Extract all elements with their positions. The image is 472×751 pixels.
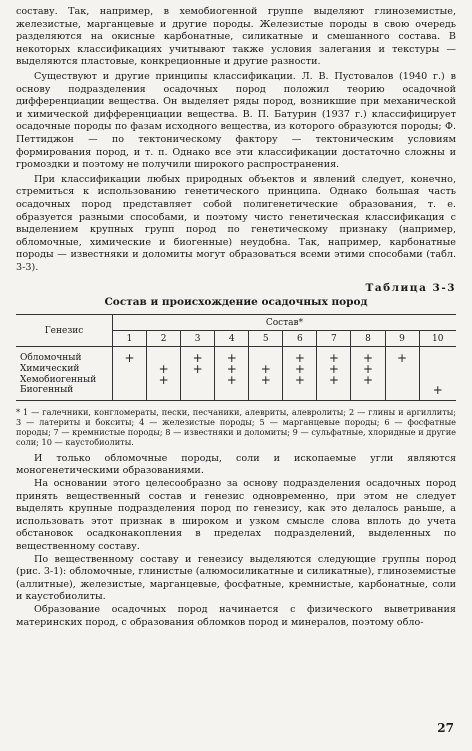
- mark-cell: [113, 347, 147, 400]
- paragraph-4: И только обломочные породы, соли и ископаемые угли являются моногенетическими образованиями.: [16, 452, 456, 477]
- plus-mark: +: [362, 372, 373, 387]
- paragraph-3: При классификации любых природных объектов и явлений следует, конечно, стремиться к использованию генетического принципа. Однако большая часть осадочных пород представляет собой полигенетические образования, т. е. образуется разными способами, и поэтому чисто генетическая классификация с выделением крупных групп пород по генетическому признаку (например, обломочные, химические и биогенные) неудобна. Так, например, карбонатные породы — известняки и доломиты могут образоваться всеми этими способами (табл. 3-3).: [16, 173, 456, 273]
- plus-mark: [215, 385, 248, 396]
- plus-mark: [113, 385, 146, 396]
- mark-cell: [249, 347, 283, 400]
- plus-mark: +: [328, 372, 339, 387]
- genesis-header: Генезис: [16, 315, 113, 347]
- genesis-item: Химический: [20, 364, 80, 375]
- composition-header: Состав*: [113, 315, 457, 331]
- plus-mark: +: [192, 362, 203, 377]
- plus-mark: +: [192, 351, 203, 366]
- mark-cell: [419, 347, 456, 400]
- column-number: 7: [317, 331, 351, 347]
- plus-mark: [147, 385, 180, 396]
- column-number: 10: [419, 331, 456, 347]
- plus-mark: [113, 364, 146, 375]
- plus-mark: +: [260, 362, 271, 377]
- column-number: 6: [283, 331, 317, 347]
- plus-mark: +: [294, 362, 305, 377]
- plus-mark: +: [158, 362, 169, 377]
- plus-mark: [420, 364, 456, 375]
- plus-mark: [283, 385, 316, 396]
- plus-mark: +: [328, 362, 339, 377]
- plus-mark: +: [294, 351, 305, 366]
- paragraph-5: На основании этого целесообразно за основу подразделения осадочных пород принять вещественный состав и генезис одновременно, при этом не следует выделять крупные подразделения пород по генезису, как это делалось раньше, а использовать этот признак в широком и узком смысле слова вплоть до учета обстановок осадконакопления в пределах подразделений, выделенных по вещественному составу.: [16, 478, 456, 552]
- column-number: 1: [113, 331, 147, 347]
- mark-cell: [317, 347, 351, 400]
- paragraph-6: По вещественному составу и генезису выделяются следующие группы пород (рис. 3-1): обломочные, глинистые (алюмосиликатные и силикатные), глиноземистые (аллитные), железистые, марганцевые, фосфатные, кремнистые, карбонатные, соли и каустобиолиты.: [16, 553, 456, 603]
- table-footnote: * 1 — галечники, конгломераты, пески, песчаники, алевриты, алевролиты; 2 — глины и аргиллиты; 3 — латериты и бокситы; 4 — железистые породы; 5 — марганцевые породы; 6 — фосфатные породы; 7 — кремнистые породы; 8 — известняки и доломиты; 9 — сульфатные, хлоридные и другие соли; 10 — каустобиолиты.: [16, 406, 456, 447]
- plus-mark: [181, 375, 214, 386]
- plus-mark: +: [226, 372, 237, 387]
- plus-mark: [386, 364, 419, 375]
- column-number: 3: [181, 331, 215, 347]
- plus-mark: +: [362, 351, 373, 366]
- plus-mark: +: [362, 362, 373, 377]
- paragraph-7: Образование осадочных пород начинается с физического выветривания материнских пород, с образования обломков пород и минералов, поэтому обло-: [16, 603, 456, 628]
- page-content: [16, 6, 456, 629]
- page-number: 27: [437, 721, 454, 735]
- plus-mark: +: [397, 351, 408, 366]
- plus-mark: +: [226, 351, 237, 366]
- mark-cell: [351, 347, 385, 400]
- plus-mark: +: [432, 383, 443, 398]
- table-label: Таблица 3-3: [365, 282, 456, 295]
- plus-mark: [420, 353, 456, 364]
- plus-mark: [351, 385, 384, 396]
- plus-mark: +: [260, 372, 271, 387]
- plus-mark: +: [158, 372, 169, 387]
- genesis-item: Обломочный: [20, 353, 82, 364]
- genesis-list: [16, 347, 113, 400]
- composition-genesis-table: [16, 314, 456, 400]
- plus-mark: [317, 385, 350, 396]
- table-caption: Состав и происхождение осадочных пород: [104, 296, 368, 309]
- column-number: 9: [385, 331, 419, 347]
- plus-mark: +: [124, 351, 135, 366]
- mark-cell: [147, 347, 181, 400]
- plus-mark: +: [226, 362, 237, 377]
- mark-cell: [215, 347, 249, 400]
- mark-cell: [283, 347, 317, 400]
- plus-mark: +: [328, 351, 339, 366]
- plus-mark: [181, 385, 214, 396]
- mark-cell: [181, 347, 215, 400]
- paragraph-2: Существуют и другие принципы классификации. Л. В. Пустовалов (1940 г.) в основу подразделения осадочных пород положил теорию осадочной дифференциации вещества. Он выделяет ряды пород, возникшие при механической и химической дифференциации вещества. В. П. Батурин (1937 г.) классифицирует осадочные породы по фазам исходного вещества, из которого образуются породы; Ф. Петтиджон — по тектоническому фактору — тектоническим условиям формирования пород, и т. п. Однако все эти классификации достаточно сложны и громоздки и поэтому не получили широкого распространения.: [16, 70, 456, 171]
- paragraph-1: составу. Так, например, в хемобиогенной группе выделяют глиноземистые, железистые, марганцевые и другие породы. Железистые породы в свою очередь разделяются на окисные карбонатные, силикатные и смешанного состава. В некоторых классификациях учитывают также условия залегания и текстуры — выделяются пластовые, конкреционные и другие разности.: [16, 6, 456, 68]
- plus-mark: [386, 375, 419, 386]
- column-number: 5: [249, 331, 283, 347]
- plus-mark: [386, 385, 419, 396]
- column-number: 2: [147, 331, 181, 347]
- genesis-item: Хемобиогенный: [20, 374, 97, 385]
- plus-mark: [113, 375, 146, 386]
- mark-cell: [385, 347, 419, 400]
- column-number: 8: [351, 331, 385, 347]
- column-number: 4: [215, 331, 249, 347]
- genesis-item: Биогенный: [20, 385, 74, 396]
- plus-mark: +: [294, 372, 305, 387]
- plus-mark: [249, 385, 282, 396]
